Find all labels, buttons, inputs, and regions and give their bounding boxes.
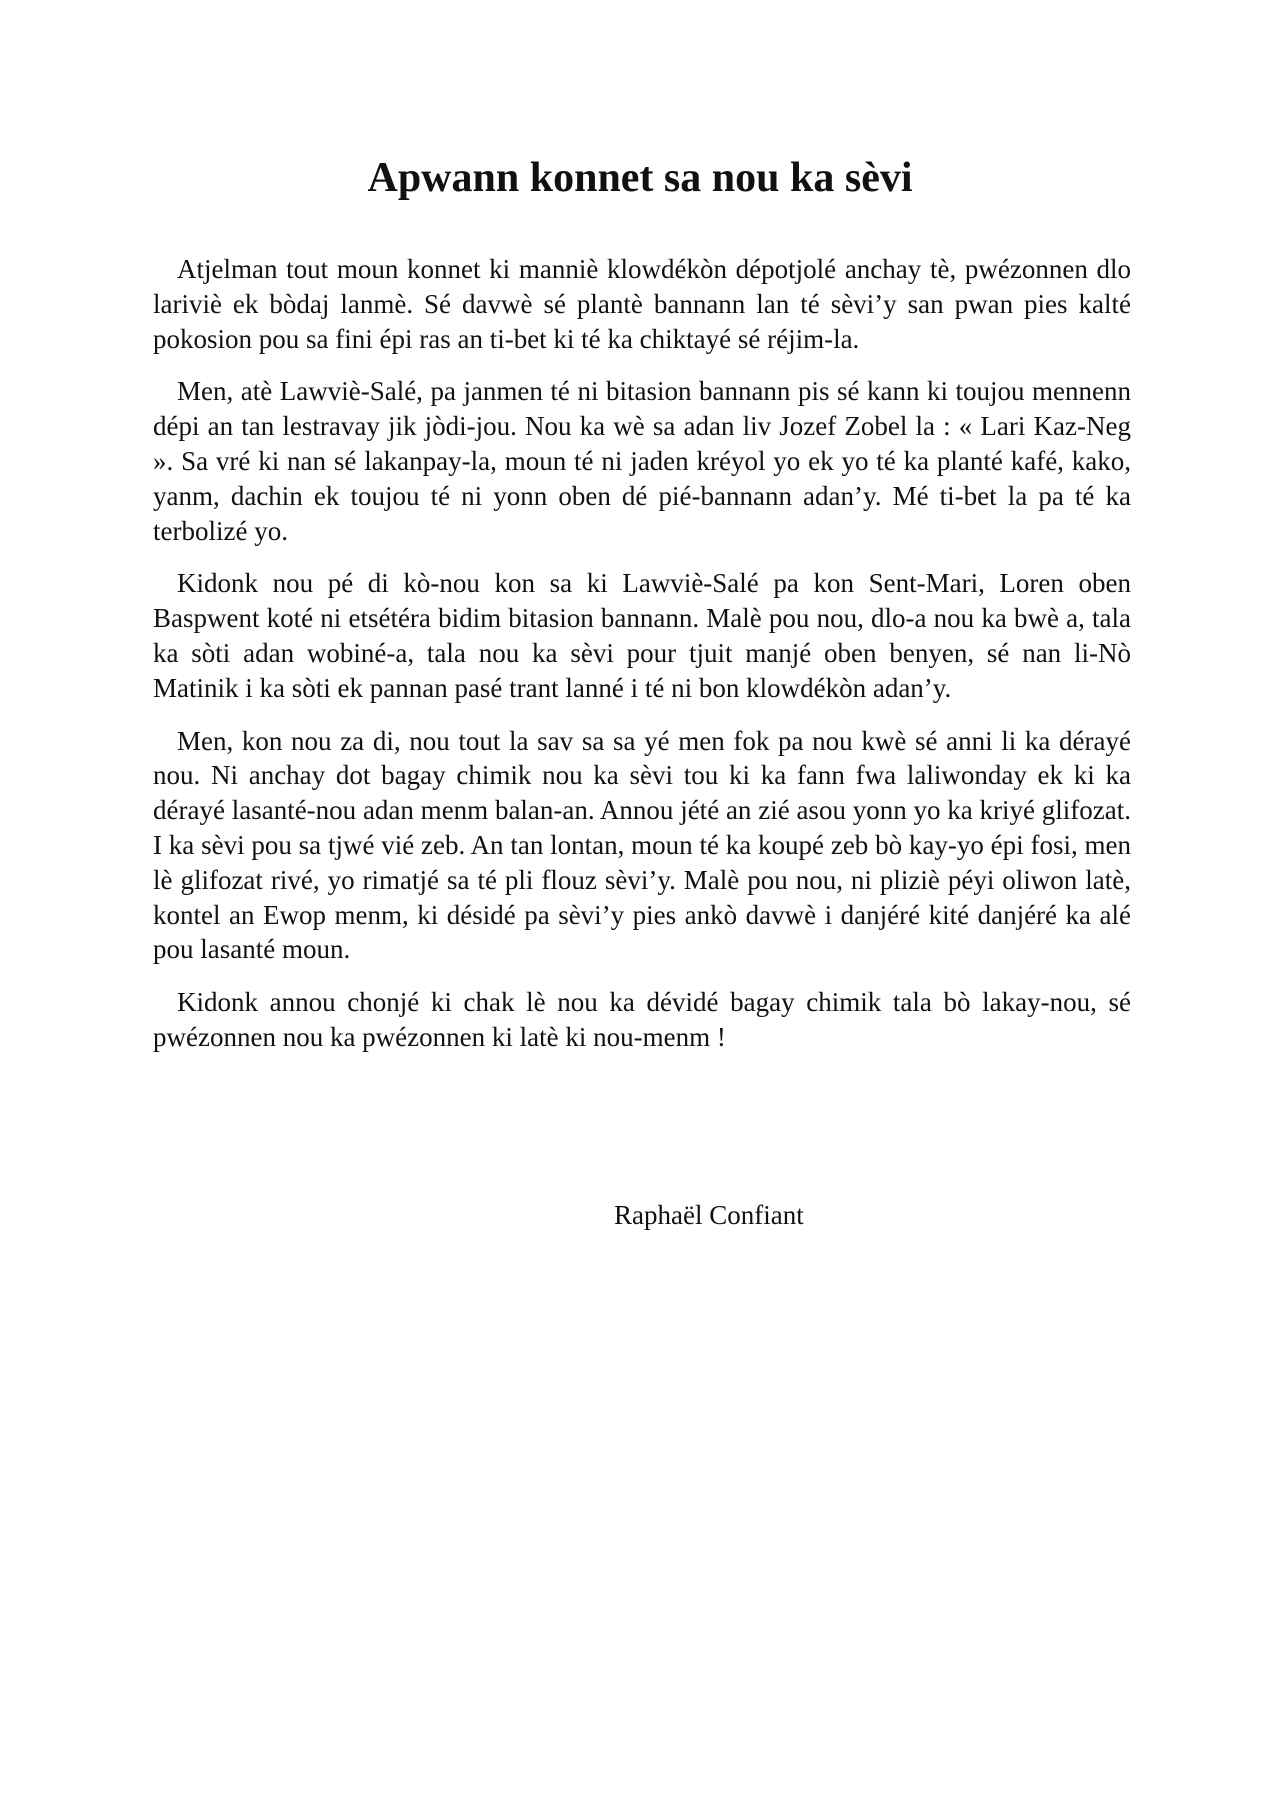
document-body bbox=[153, 252, 1131, 1073]
paragraph-2: Men, atè Lawviè-Salé, pa janmen té ni bitasion bannann pis sé kann ki toujou mennenn dépi an tan lestravay jik jòdi-jou. Nou ka wè sa adan liv Jozef Zobel la : « Lari Kaz-Neg ». Sa vré ki nan sé lakanpay-la, moun té ni jaden kréyol yo ek yo té ka planté kafé, kako, yanm, dachin ek toujou té ni yonn oben dé pié-bannann adan’y. Mé ti-bet la pa té ka terbolizé yo. bbox=[153, 376, 1131, 546]
document-title: Apwann konnet sa nou ka sèvi bbox=[367, 155, 913, 201]
paragraph-3: Kidonk nou pé di kò-nou kon sa ki Lawviè-Salé pa kon Sent-Mari, Loren oben Baspwent koté ni etsétéra bidim bitasion bannann. Malè pou nou, dlo-a nou ka bwè a, tala ka sòti adan wobiné-a, tala nou ka sèvi pour tjuit manjé oben benyen, sé nan li-Nò Matinik i ka sòti ek pannan pasé trant lanné i té ni bon klowdékòn adan’y. bbox=[153, 568, 1131, 703]
author-signature: Raphaël Confiant bbox=[614, 1200, 804, 1230]
paragraph-1: Atjelman tout moun konnet ki manniè klowdékòn dépotjolé anchay tè, pwézonnen dlo lariviè ek bòdaj lanmè. Sé davwè sé plantè bannann lan té sèvi’y san pwan pies kalté pokosion pou sa fini épi ras an ti-bet ki té ka chiktayé sé réjim-la. bbox=[153, 254, 1131, 354]
paragraph-4: Men, kon nou za di, nou tout la sav sa sa yé men fok pa nou kwè sé anni li ka dérayé nou. Ni anchay dot bagay chimik nou ka sèvi tou ki ka fann fwa laliwonday ek ki ka dérayé lasanté-nou adan menm balan-an. Annou jété an zié asou yonn yo ka kriyé glifozat. I ka sèvi pou sa tjwé vié zeb. An tan lontan, moun té ka koupé zeb bò kay-yo épi fosi, men lè glifozat rivé, yo rimatjé sa té pli flouz sèvi’y. Malè pou nou, ni pliziè péyi oliwon latè, kontel an Ewop menm, ki désidé pa sèvi’y pies ankò davwè i danjéré kité danjéré ka alé pou lasanté moun. bbox=[153, 725, 1131, 965]
paragraph-5: Kidonk annou chonjé ki chak lè nou ka dévidé bagay chimik tala bò lakay-nou, sé pwézonnen nou ka pwézonnen ki latè ki nou-menm ! bbox=[153, 987, 1131, 1052]
